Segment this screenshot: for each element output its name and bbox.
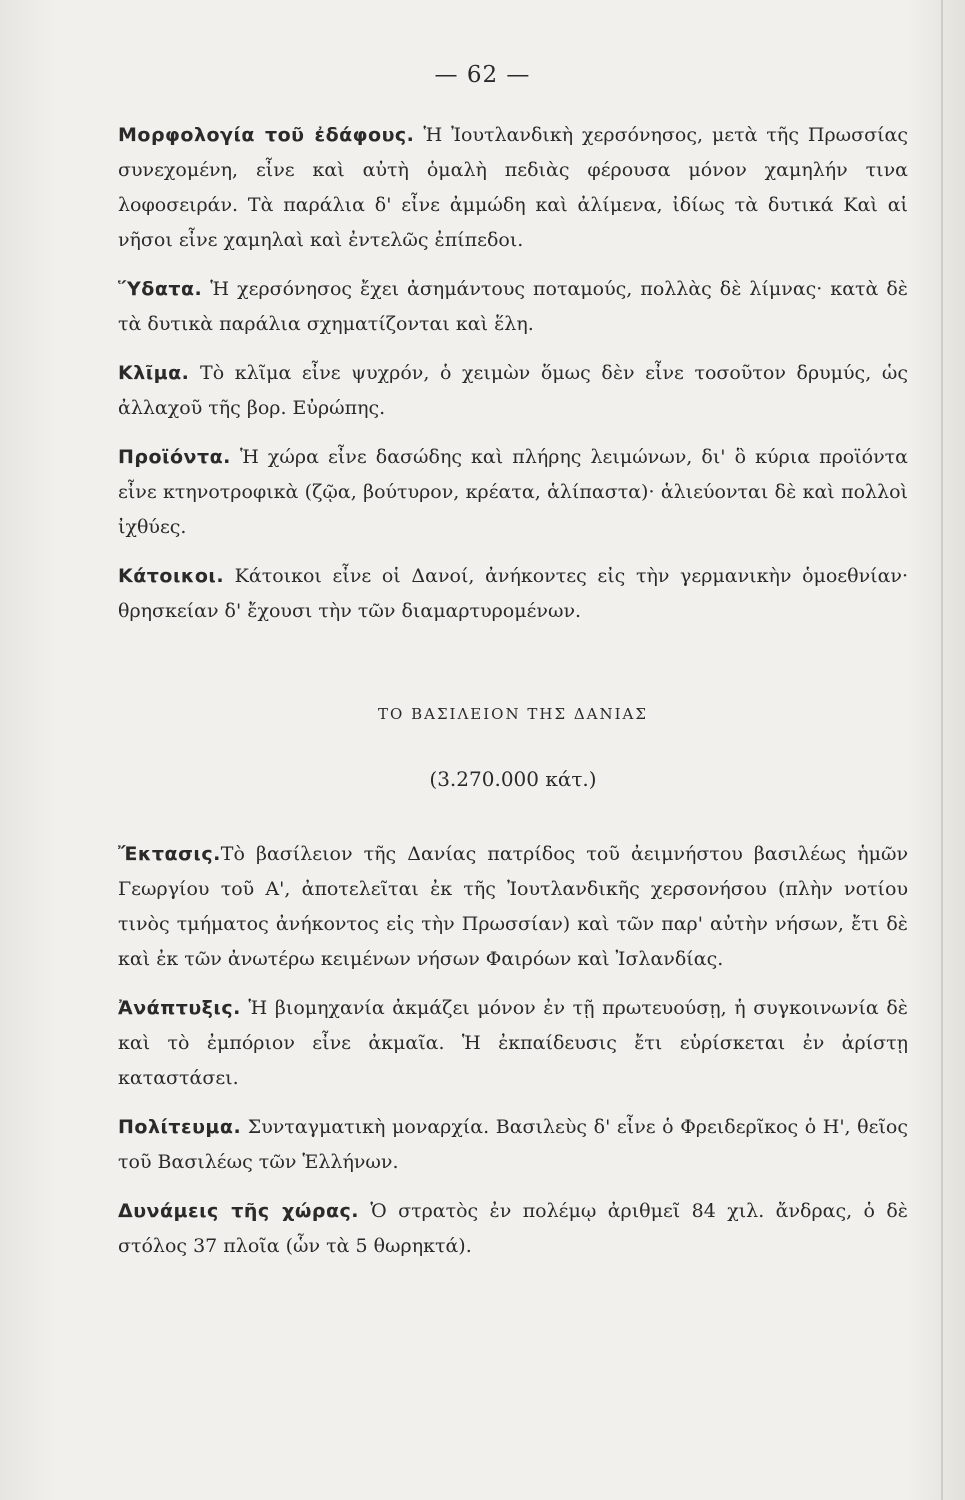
heading-government: Πολίτευμα. bbox=[118, 1116, 242, 1138]
heading-forces: Δυνάμεις τῆς χώρας. bbox=[118, 1200, 359, 1222]
heading-morphology: Μορφολογία τοῦ ἐδάφους. bbox=[118, 124, 415, 146]
paragraph-development bbox=[118, 991, 908, 1096]
text-government: Συνταγματικὴ μοναρχία. Βασιλεὺς δ' εἶνε ὁ Φρειδερῖκος ὁ Η', θεῖος τοῦ Βασιλέως τῶν Ἑλλήνων. bbox=[118, 1116, 908, 1173]
heading-inhabitants: Κάτοικοι. bbox=[118, 565, 225, 587]
kingdom-title: ΤΟ ΒΑΣΙΛΕΙΟΝ ΤΗΣ ΔΑΝΙΑΣ bbox=[378, 705, 648, 723]
page-number: — 62 — bbox=[434, 62, 531, 88]
paragraph-products bbox=[118, 440, 908, 545]
heading-climate: Κλῖμα. bbox=[118, 362, 190, 384]
text-products: Ἡ χώρα εἶνε δασώδης καὶ πλήρης λειμώνων, δι' ὃ κύρια προϊόντα εἶνε κτηνοτροφικὰ (ζῷα, βούτυρον, κρέατα, ἁλίπαστα)· ἁλιεύονται δὲ καὶ πολλοὶ ἰχθύες. bbox=[118, 446, 908, 538]
text-climate: Τὸ κλῖμα εἶνε ψυχρόν, ὁ χειμὼν ὅμως δὲν εἶνε τοσοῦτον δρυμύς, ὡς ἀλλαχοῦ τῆς βορ. Εὐρώπης. bbox=[118, 362, 908, 419]
page-edge bbox=[941, 0, 943, 1500]
paragraph-waters bbox=[118, 272, 908, 342]
page-body bbox=[118, 118, 908, 1278]
text-waters: Ἡ χερσόνησος ἔχει ἀσημάντους ποταμούς, πολλὰς δὲ λίμνας· κατὰ δὲ τὰ δυτικὰ παράλια σχηματίζονται καὶ ἕλη. bbox=[118, 278, 908, 335]
paragraph-government bbox=[118, 1110, 908, 1180]
text-forces: Ὁ στρατὸς ἐν πολέμῳ ἀριθμεῖ 84 χιλ. ἄνδρας, ὁ δὲ στόλος 37 πλοῖα (ὧν τὰ 5 θωρηκτά). bbox=[118, 1200, 908, 1257]
heading-products: Προϊόντα. bbox=[118, 446, 231, 468]
paragraph-forces bbox=[118, 1194, 908, 1264]
paragraph-extent bbox=[118, 837, 908, 977]
heading-development: Ἀνάπτυξις. bbox=[118, 997, 241, 1019]
heading-waters: Ὕδατα. bbox=[118, 278, 203, 300]
paragraph-inhabitants bbox=[118, 559, 908, 629]
paragraph-morphology bbox=[118, 118, 908, 258]
text-morphology: Ἡ Ἰουτλανδικὴ χερσόνησος, μετὰ τῆς Πρωσσίας συνεχομένη, εἶνε καὶ αὐτὴ ὁμαλὴ πεδιὰς φέρουσα μόνον χαμηλήν τινα λοφοσειράν. Τὰ παράλια δ' εἶνε ἀμμώδη καὶ ἀλίμενα, ἰδίως τὰ δυτικά Καὶ αἱ νῆσοι εἶνε χαμηλαὶ καὶ ἐντελῶς ἐπίπεδοι. bbox=[118, 124, 908, 251]
heading-extent: Ἔκτασις. bbox=[118, 843, 221, 865]
paragraph-climate bbox=[118, 356, 908, 426]
text-development: Ἡ βιομηχανία ἀκμάζει μόνον ἐν τῇ πρωτευούσῃ, ἡ συγκοινωνία δὲ καὶ τὸ ἐμπόριον εἶνε ἀκμαῖα. Ἡ ἐκπαίδευσις ἔτι εὑρίσκεται ἐν ἀρίστῃ καταστάσει. bbox=[118, 997, 908, 1089]
population-line: (3.270.000 κάτ.) bbox=[429, 767, 597, 791]
text-extent: Τὸ βασίλειον τῆς Δανίας πατρίδος τοῦ ἀειμνήστου βασιλέως ἡμῶν Γεωργίου τοῦ Α', ἀποτελεῖται ἐκ τῆς Ἰουτλανδικῆς χερσονήσου (πλὴν νοτίου τινὸς τμήματος ἀνήκοντος εἰς τὴν Πρωσσίαν) καὶ τῶν παρ' αὐτὴν νήσων, ἔτι δὲ καὶ ἐκ τῶν ἀνωτέρω κειμένων νήσων Φαιρόων καὶ Ἰσλανδίας. bbox=[118, 843, 908, 970]
text-inhabitants: Κάτοικοι εἶνε οἱ Δανοί, ἀνήκοντες εἰς τὴν γερμανικὴν ὁμοεθνίαν· θρησκείαν δ' ἔχουσι τὴν τῶν διαμαρτυρομένων. bbox=[118, 565, 908, 622]
